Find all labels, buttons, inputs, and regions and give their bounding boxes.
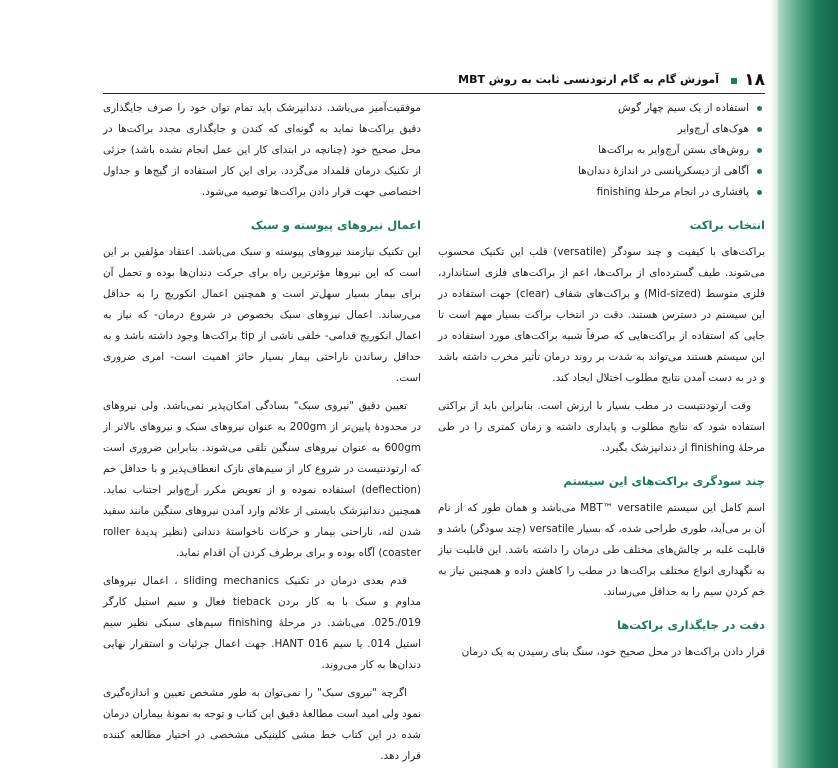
paragraph: قرار دادن براکت‌ها در محل صحیح خود، سنگ بنای رسیدن به یک درمان <box>461 646 765 658</box>
header-square-icon <box>731 78 737 84</box>
page-header <box>103 70 765 92</box>
bullet-list <box>438 98 765 203</box>
right-column <box>438 98 765 670</box>
page-number: ۱۸ <box>744 70 765 90</box>
left-column <box>103 98 421 768</box>
page-edge-strip <box>778 0 838 768</box>
paragraph: اسم کامل این سیستم MBT™ versatile می‌باشد و همان طور که از نام آن بر می‌آید، طوری طراحی شده، که بسیار versatile (چند سودگر) باشد و قابلیت غلبه بر چالش‌های مختلف طی درمان را داشته باشد. این قابلیت نیاز به نگهداری انواع مختلف براکت‌ها در مطب را کاهش داده و همچنین نیاز به خم کردن سیم را به حداقل می‌رساند. <box>438 502 765 598</box>
list-item: استفاده از یک سیم چهار گوش <box>438 98 765 119</box>
paragraph: اگرچه "نیروی سبک" را نمی‌توان به طور مشخص تعیین و اندازه‌گیری نمود ولی امید است مطالعهٔ دقیق این کتاب و توجه به نمونهٔ بیماران درمان شده در این کتاب خط مشی کلینیکی مشخصی در اختیار مطالعه کننده قرار دهد. <box>103 687 421 762</box>
paragraph: براکت‌های با کیفیت و چند سودگر (versatile) قلب این تکنیک محسوب می‌شوند. طیف گسترده‌ای از براکت‌ها، اعم از براکت‌های فلزی استاندارد، فلزی متوسط (Mid-sized) و براکت‌های شفاف (clear) جهت استفاده در این سیستم در دسترس هستند. دقت در انتخاب براکت بسیار مهم است تا جایی که استفاده از براکت‌هایی که صرفاً شبیه براکت‌های مورد استفاده در این سیستم هستند می‌تواند به شدت بر روند درمان تأثیر مخرب داشته باشد و در به دست آمدن نتایج مطلوب اختلال ایجاد کند. <box>438 246 765 384</box>
header-rule <box>103 93 765 94</box>
section-heading-versatility: چند سودگری براکت‌های این سیستم <box>563 474 765 488</box>
section-heading-light-forces: اعمال نیروهای پیوسته و سبک <box>250 218 421 232</box>
section-heading-bracket-selection: انتخاب براکت <box>689 218 765 232</box>
list-item: پافشاری در انجام مرحلهٔ finishing <box>438 182 765 203</box>
running-title: آموزش گام به گام ارتودنسی ثابت به روش MBT <box>458 73 719 86</box>
list-item: هوک‌های آرچ‌وایر <box>438 119 765 140</box>
paragraph: وقت ارتودنتیست در مطب بسیار با ارزش است. بنابراین باید از براکتی استفاده شود که نتایج مطلوب و پایداری داشته و زمان کمتری را در طی مرحلهٔ finishing از دندانپزشک بگیرد. <box>438 400 765 454</box>
paragraph: موفقیت‌آمیز می‌باشد. دندانپزشک باید تمام توان خود را صرف جایگذاری دقیق براکت‌ها نماید به گونه‌ای که کندن و جایگذاری مجدد براکت‌ها در محل صحیح خود (چنانچه در ابتدای کار این عمل انجام نشده باشد) جزئی از تکنیک درمان قلمداد می‌گردد. برای این کار استفاده از گیج‌ها و جداول اختصاصی جهت قرار دادن براکت‌ها توصیه می‌شود. <box>103 102 421 198</box>
paragraph: قدم بعدی درمان در تکنیک sliding mechanics ، اعمال نیروهای مداوم و سبک با به کار بردن tieback فعال و سیم استیل کارگر 019/.025. می‌باشد. در مرحلهٔ finishing سیم‌های سبکی نظیر سیم استیل 014. یا سیم HANT 016. جهت اعمال جزئیات و استقرار نهایی دندان‌ها به کار می‌روند. <box>103 575 422 671</box>
paragraph: این تکنیک نیازمند نیروهای پیوسته و سبک می‌باشد. اعتقاد مؤلفین بر این است که این نیروها مؤثرترین راه برای حرکت دندان‌ها بوده و تحمل آن برای بیمار بسیار سهل‌تر است و همچنین اعمال انکوریج را به حداقل می‌رساند. اعمال نیروهای سبک بخصوص در شروع درمان- که نیاز به اعمال انکوریج قدامی- خلفی ناشی از tip براکت‌ها وجود داشته باشد و به حداقل رساندن ناراحتی بیمار بسیار حائز اهمیت است- امری ضروری است. <box>103 246 421 384</box>
paragraph: تعیین دقیق "نیروی سبک" بسادگی امکان‌پذیر نمی‌باشد. ولی نیروهای در محدودهٔ پایین‌تر از 200gm به عنوان نیروهای سبک و نیروهای بالاتر از 600gm به عنوان نیروهای سنگین تلقی می‌شوند. بنابراین ضروری است که ارتودنتیست در شروع کار از سیم‌های نازک انعطاف‌پذیر و با حداقل خم (deflection) استفاده نموده و از تعویض مکرر آرچ‌وایر اجتناب نماید. همچنین دندانپزشک بایستی از علائم وارد آمدن نیروهای سنگین مانند سفید شدن لثه، ناراحتی بیمار و حرکات ناخواستهٔ دندانی (نظیر پدیدهٔ roller coaster) آگاه بوده و برای برطرف کردن آن اقدام نماید. <box>103 400 421 559</box>
list-item: آگاهی از دیسکرپانسی در اندازهٔ دندان‌ها <box>438 161 765 182</box>
section-heading-bracket-placement: دقت در جایگذاری براکت‌ها <box>616 618 765 632</box>
list-item: روش‌های بستن آرچ‌وایر به براکت‌ها <box>438 140 765 161</box>
